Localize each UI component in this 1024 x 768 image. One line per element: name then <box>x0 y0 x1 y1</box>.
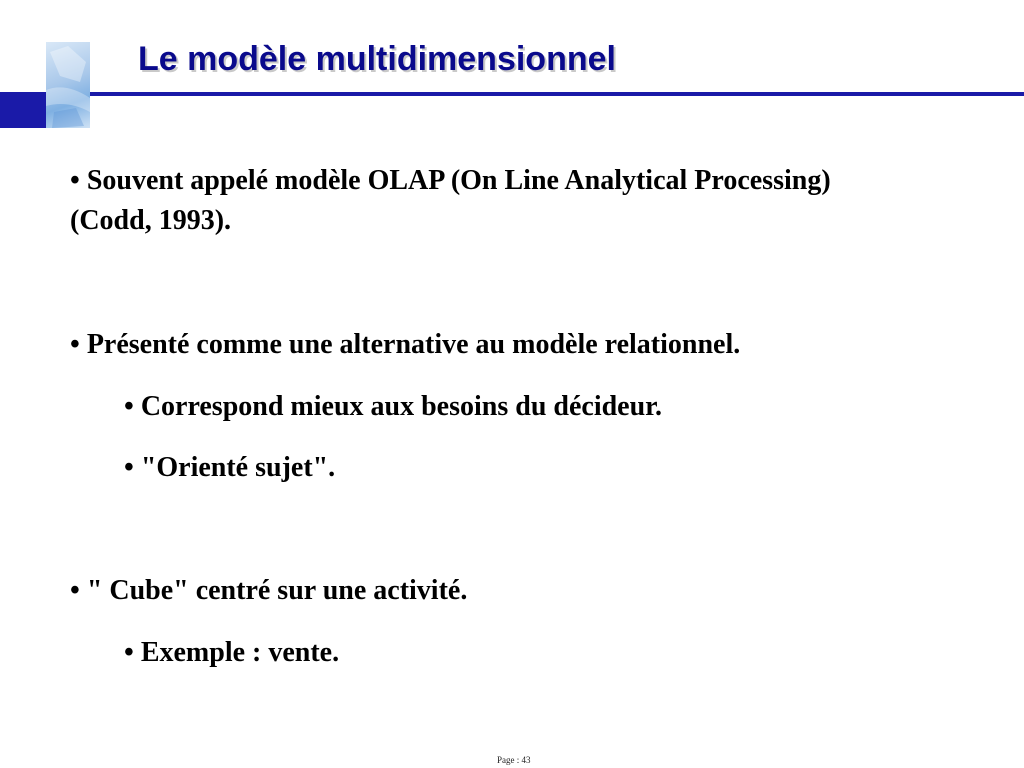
page-number: Page : 43 <box>497 755 531 765</box>
header-accent-band <box>0 92 46 128</box>
decorative-photo-icon <box>46 42 90 128</box>
header-decorative-image <box>46 42 90 128</box>
bullet-text: Présenté comme une alternative au modèle relationnel. <box>86 329 741 360</box>
sub-bullet-item <box>124 387 662 427</box>
slide-title: Le modèle multidimensionnel <box>138 40 616 78</box>
bullet-marker: • <box>124 637 134 668</box>
bullet-text: Correspond mieux aux besoins du décideur. <box>140 391 663 422</box>
bullet-marker: • <box>70 329 80 360</box>
bullet-marker: • <box>124 391 134 422</box>
bullet-text: " Cube" centré sur une activité. <box>86 575 468 606</box>
header-rule <box>90 92 1024 96</box>
bullet-marker: • <box>124 452 134 483</box>
sub-bullet-item <box>124 633 339 673</box>
bullet-item <box>70 161 870 241</box>
bullet-marker: • <box>70 575 80 606</box>
bullet-marker: • <box>70 165 80 196</box>
sub-bullet-item <box>124 448 335 488</box>
bullet-text: "Orienté sujet". <box>140 452 336 483</box>
bullet-item <box>70 325 740 365</box>
bullet-item <box>70 571 467 611</box>
bullet-text: Exemple : vente. <box>140 637 340 668</box>
bullet-text: Souvent appelé modèle OLAP (On Line Analytical Processing) (Codd, 1993). <box>70 165 831 236</box>
